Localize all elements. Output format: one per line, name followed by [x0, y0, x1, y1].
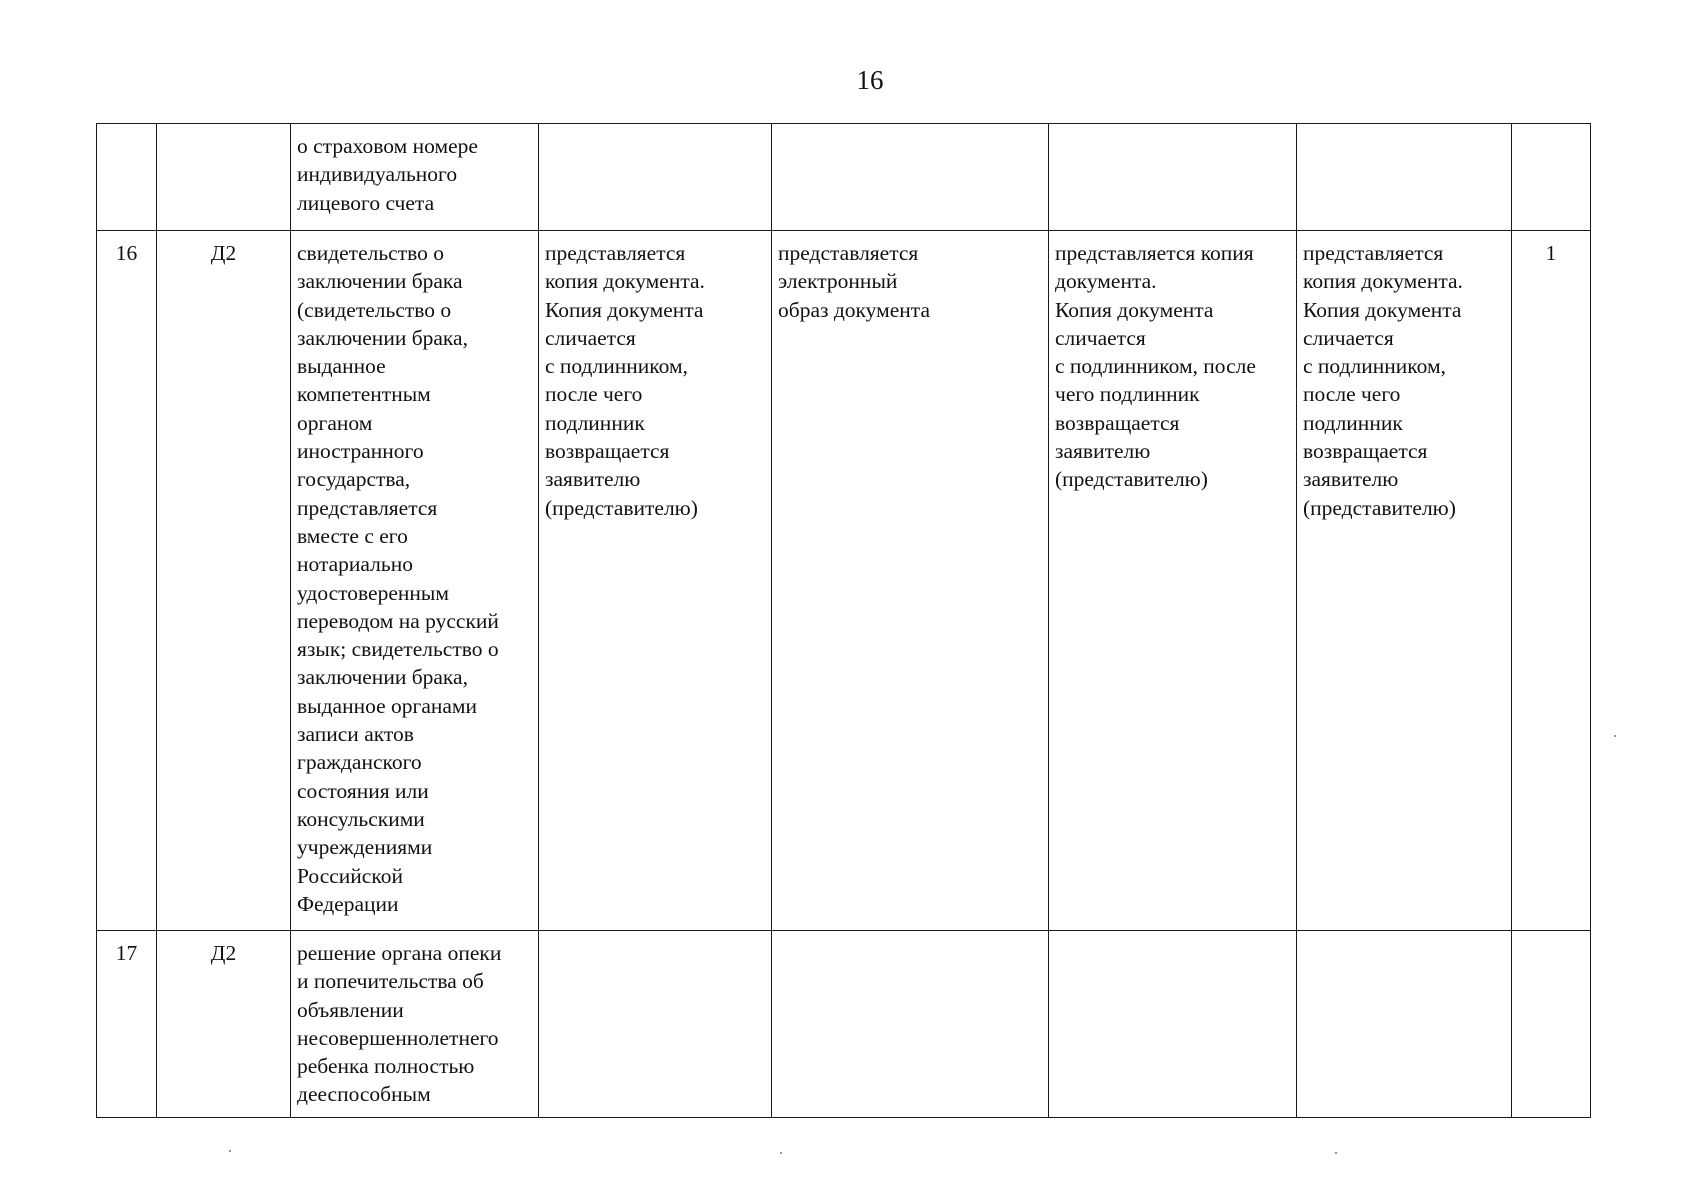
submission-method-cell: представляется копия документа. Копия документа сличается с подлинником, после чего подлинник возвращается заявителю (представителю): [1049, 231, 1297, 931]
submission-method-cell: [539, 931, 772, 1118]
document-code-cell: [157, 124, 291, 231]
submission-method-cell: представляется копия документа. Копия документа сличается с подлинником, после чего подлинник возвращается заявителю (представителю): [1297, 231, 1512, 931]
submission-method-cell: [1297, 124, 1512, 231]
count-cell: [1512, 931, 1591, 1118]
electronic-submission-cell: представляется электронный образ документа: [772, 231, 1049, 931]
row-number-cell: [97, 124, 157, 231]
table-row: [97, 124, 1591, 231]
submission-method-cell: [1297, 931, 1512, 1118]
table-row: [97, 931, 1591, 1118]
document-name-cell: решение органа опеки и попечительства об объявлении несовершеннолетнего ребенка полностью дееспособным: [291, 931, 539, 1118]
count-cell: [1512, 124, 1591, 231]
table-row: [97, 231, 1591, 931]
scan-speck: [229, 1150, 231, 1152]
documents-table: [96, 123, 1591, 1118]
scan-speck: [1335, 1152, 1337, 1154]
count-cell: 1: [1512, 231, 1591, 931]
document-name-cell: о страховом номере индивидуального лицевого счета: [291, 124, 539, 231]
scan-speck: [1614, 735, 1616, 737]
row-number-cell: 16: [97, 231, 157, 931]
page-number: 16: [856, 65, 884, 95]
electronic-submission-cell: [772, 124, 1049, 231]
submission-method-cell: [1049, 931, 1297, 1118]
row-number-cell: 17: [97, 931, 157, 1118]
submission-method-cell: [539, 124, 772, 231]
electronic-submission-cell: [772, 931, 1049, 1118]
submission-method-cell: представляется копия документа. Копия документа сличается с подлинником, после чего подлинник возвращается заявителю (представителю): [539, 231, 772, 931]
submission-method-cell: [1049, 124, 1297, 231]
document-code-cell: Д2: [157, 231, 291, 931]
scan-speck: [780, 1152, 782, 1154]
document-name-cell: свидетельство о заключении брака (свидетельство о заключении брака, выданное компетентным органом иностранного государства, представляется вместе с его нотариально удостоверенным переводом на русский язык; свидетельство о заключении брака, выданное органами записи актов гражданского состояния или консульскими учреждениями Российской Федерации: [291, 231, 539, 931]
document-code-cell: Д2: [157, 931, 291, 1118]
